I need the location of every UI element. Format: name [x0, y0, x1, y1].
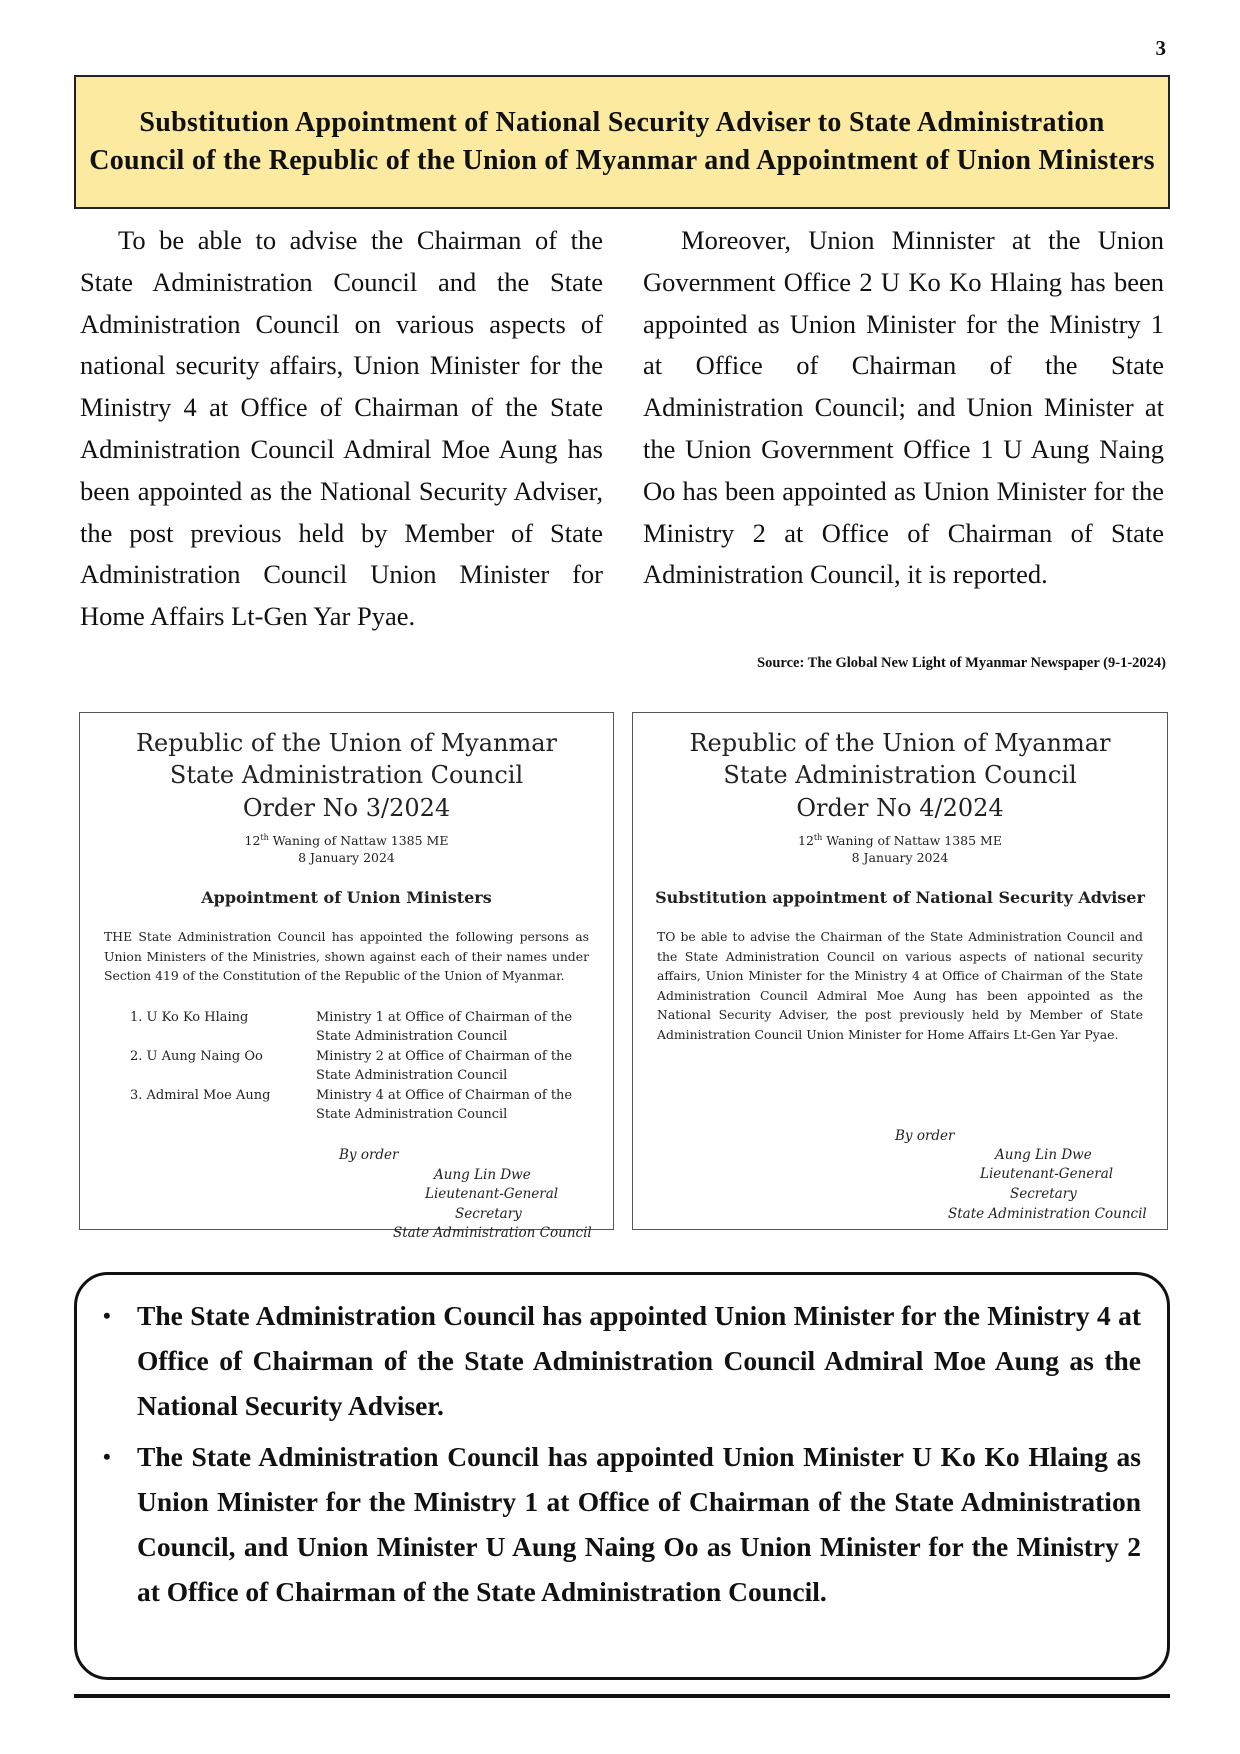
appointee-name: 3. Admiral Moe Aung: [130, 1087, 271, 1103]
order-date-suffix: th: [813, 833, 823, 842]
order-date-gregorian: 8 January 2024: [298, 850, 395, 866]
order-role: Secretary: [1010, 1186, 1077, 1202]
order-date: [633, 829, 1167, 866]
summary-item: [95, 1434, 1141, 1614]
title-box: [74, 75, 1170, 209]
appointee-name: 2. U Aung Naing Oo: [130, 1048, 263, 1064]
order-header-line1: Republic of the Union of Myanmar: [135, 729, 558, 757]
order-number: Order No 3/2024: [242, 794, 451, 822]
appointee-row: [130, 1047, 589, 1086]
appointee-row: [130, 1086, 589, 1125]
page-title: Substitution Appointment of National Security Adviser to State Administration Council of the Republic of the Union of Myanmar and Appointment of Union Ministers: [89, 107, 1155, 176]
summary-item: [95, 1293, 1141, 1428]
appointee-post: Ministry 1 at Office of Chairman of the State Administration Council: [316, 1009, 573, 1045]
appointee-name: 1. U Ko Ko Hlaing: [130, 1009, 249, 1025]
order-notice-4: [632, 712, 1168, 1230]
summary-box: [74, 1272, 1170, 1680]
page-number: 3: [1155, 36, 1166, 60]
article-paragraph-right: Moreover, Union Minnister at the Union Government Office 2 U Ko Ko Hlaing has been appointed as Union Minister for the Ministry 1 at Office of Chairman of the State Administration Council; and Union Minister at the Union Government Office 1 U Aung Naing Oo has been appointed as Union Minister for the Ministry 2 at Office of Chairman of State Administration Council, it is reported.: [643, 225, 1164, 590]
order-header: [80, 727, 613, 791]
order-number: Order No 4/2024: [796, 794, 1004, 822]
appointee-row: [130, 1008, 589, 1047]
order-signatory: Aung Lin Dwe: [434, 1167, 531, 1183]
order-body: THE State Administration Council has appointed the following persons as Union Ministers of the Ministries, shown against each of their names under Section 419 of the Constitution of the Republic of the Union of Myanmar.: [104, 929, 589, 984]
order-date-myanmar: Waning of Nattaw 1385 ME: [822, 833, 1002, 849]
bottom-rule: [74, 1694, 1170, 1698]
order-date-gregorian: 8 January 2024: [851, 850, 949, 866]
order-title: Appointment of Union Ministers: [201, 888, 492, 908]
order-organisation: State Administration Council: [393, 1225, 592, 1241]
summary-item-text: The State Administration Council has appointed Union Minister for the Ministry 4 at Office of Chairman of the State Administration Council Admiral Moe Aung as the National Security Adviser.: [137, 1300, 1141, 1421]
order-header-line1: Republic of the Union of Myanmar: [689, 729, 1111, 757]
order-body: TO be able to advise the Chairman of the State Administration Council and the State Administration Council on various aspects of national security affairs, Union Minister for the Ministry 4 at Office of Chairman of the State Administration Council Admiral Moe Aung has been appointed as the National Security Adviser, the post previously held by Member of State Administration Council Union Minister for Home Affairs Lt-Gen Yar Pyae.: [657, 929, 1143, 1042]
order-date-myanmar: Waning of Nattaw 1385 ME: [268, 833, 449, 849]
order-date-day: 12: [798, 833, 814, 849]
article-left-column: [80, 220, 603, 638]
article-paragraph-left: To be able to advise the Chairman of the State Administration Council and the State Administration Council on various aspects of national security affairs, Union Minister for the Ministry 4 at Office of Chairman of the State Administration Council Admiral Moe Aung has been appointed as the National Security Adviser, the post previous held by Member of State Administration Council Union Minister for Home Affairs Lt-Gen Yar Pyae.: [80, 225, 603, 632]
order-date: [80, 829, 613, 866]
order-rank: Lieutenant-General: [980, 1166, 1114, 1182]
order-by-order: By order: [895, 1128, 955, 1144]
article-right-column: [643, 220, 1164, 596]
order-header-line2: State Administration Council: [169, 761, 524, 789]
bullet-icon: •: [103, 1303, 111, 1328]
summary-item-text: The State Administration Council has appointed Union Minister U Ko Ko Hlaing as Union Minister for the Ministry 1 at Office of Chairman of the State Administration Council, and Union Minister U Aung Naing Oo as Union Minister for the Ministry 2 at Office of Chairman of the State Administration Council.: [137, 1441, 1141, 1607]
order-role: Secretary: [455, 1206, 522, 1222]
appointee-post: Ministry 2 at Office of Chairman of the State Administration Council: [316, 1048, 573, 1084]
order-organisation: State Administration Council: [948, 1206, 1147, 1222]
appointee-post: Ministry 4 at Office of Chairman of the State Administration Council: [316, 1087, 573, 1123]
order-date-day: 12: [244, 833, 261, 849]
bullet-icon: •: [103, 1444, 111, 1469]
appointee-list: [130, 1008, 589, 1125]
order-notice-3: [79, 712, 614, 1241]
order-signatory: Aung Lin Dwe: [995, 1147, 1092, 1163]
order-date-suffix: th: [260, 833, 269, 842]
order-header: [633, 727, 1167, 791]
article-source: Source: The Global New Light of Myanmar Newspaper (9-1-2024): [757, 655, 1166, 671]
order-rank: Lieutenant-General: [425, 1186, 559, 1202]
order-header-line2: State Administration Council: [723, 761, 1077, 789]
summary-list: [95, 1293, 1141, 1614]
order-by-order: By order: [339, 1147, 399, 1163]
order-title: Substitution appointment of National Security Adviser: [655, 888, 1145, 908]
